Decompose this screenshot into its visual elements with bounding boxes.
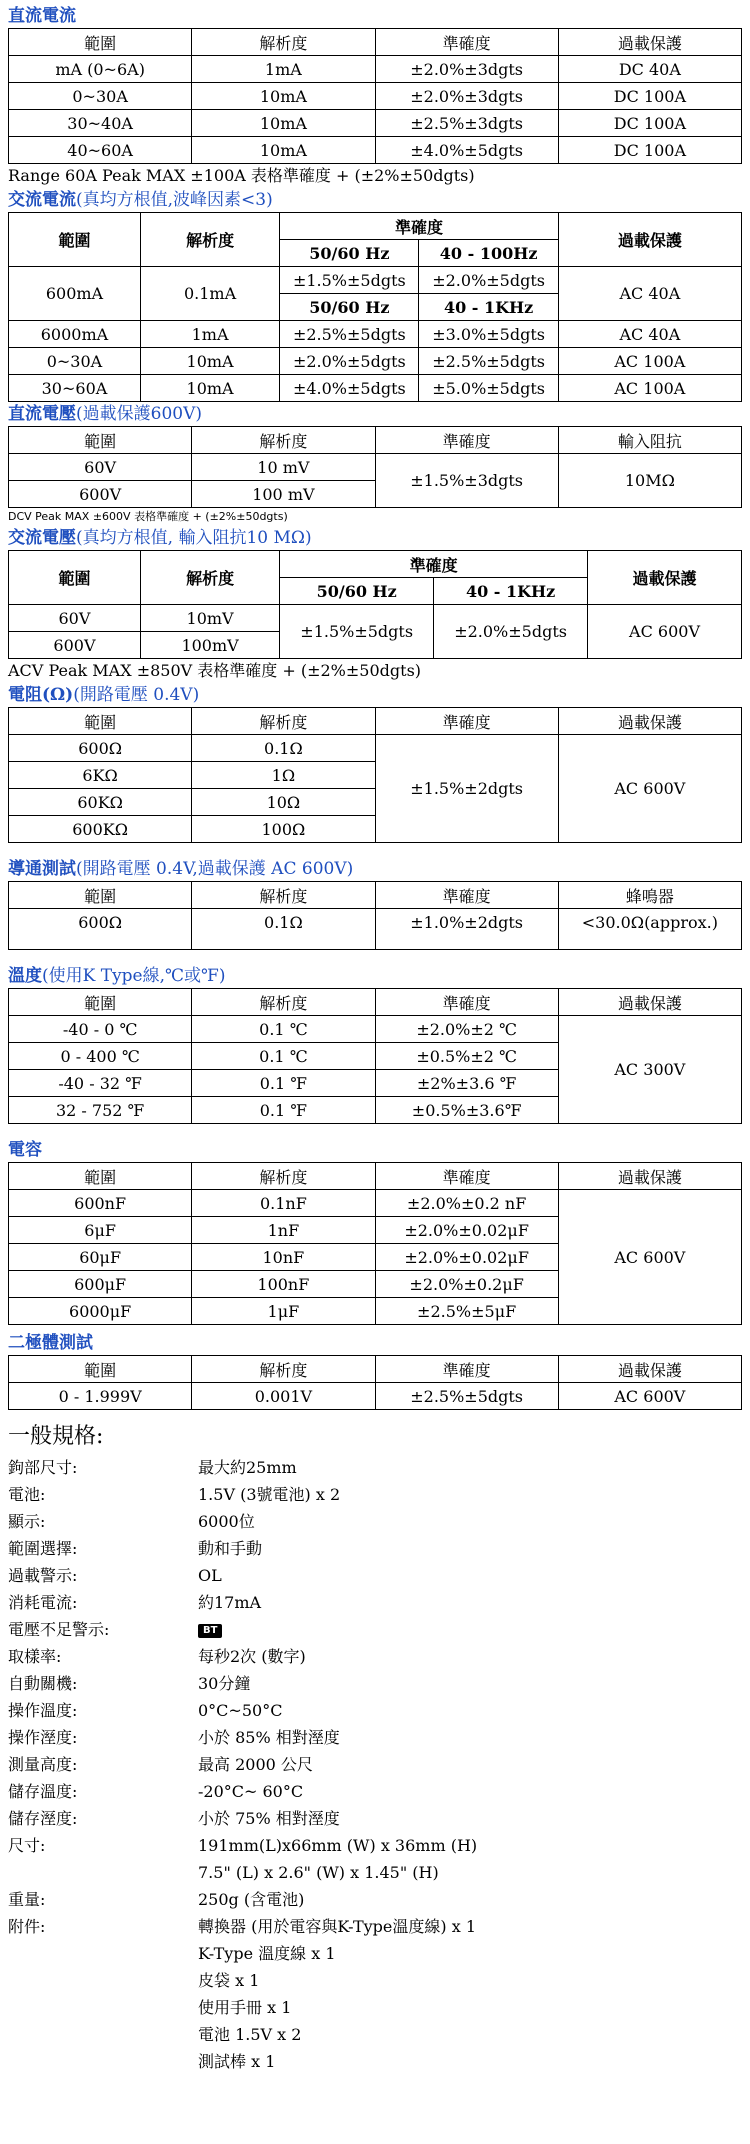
resistance-table [8,707,742,843]
spec-row [8,1913,742,1940]
cell: 0 - 1.999V [9,1383,192,1410]
header-protection: 過載保護 [558,1163,741,1190]
table-header-row [9,882,742,909]
spec-value: 最高 2000 公尺 [198,1755,313,1774]
spec-row [8,1535,742,1562]
spec-label [8,1940,198,1967]
header-range: 範圍 [9,1356,192,1383]
spec-label [8,1967,198,1994]
spec-row [8,1778,742,1805]
spec-value: 皮袋 x 1 [198,1971,260,1990]
cell: ±2.0%±0.02μF [375,1244,558,1271]
header-resolution: 解析度 [192,882,375,909]
spec-label: 取樣率: [8,1647,62,1666]
spec-row [8,1643,742,1670]
cell: 10mA [192,83,375,110]
cell: DC 100A [558,137,741,164]
spec-value: 1.5V (3號電池) x 2 [198,1485,341,1504]
cell: ±2.0%±5dgts [280,348,419,375]
header-resolution: 解析度 [140,213,279,267]
header-range: 範圍 [9,989,192,1016]
cell: ±1.5%±2dgts [375,735,558,843]
cell: 100 mV [192,481,375,508]
spec-value: 0°C~50°C [198,1701,283,1720]
capacitance-title: 電容 [8,1140,42,1160]
cell: ±1.5%±5dgts [280,267,419,294]
spec-value: OL [198,1566,222,1585]
cell: 100nF [192,1271,375,1298]
spec-value: -20°C~ 60°C [198,1782,304,1801]
cell: 100mV [140,632,279,659]
cell: ±0.5%±3.6℉ [375,1097,558,1124]
spec-row [8,1562,742,1589]
header-impedance: 輸入阻抗 [558,427,741,454]
cell: AC 600V [558,1190,741,1325]
cell: 60KΩ [9,789,192,816]
cell: 10mA [140,348,279,375]
cell: AC 300V [558,1016,741,1124]
cell: AC 600V [558,735,741,843]
spec-row [8,1994,742,2021]
spec-label: 操作溼度: [8,1728,78,1747]
table-row [9,1383,742,1410]
cell: 1mA [140,321,279,348]
spec-label: 重量: [8,1890,46,1909]
table-row [9,137,742,164]
cell: 10nF [192,1244,375,1271]
spec-row [8,1805,742,1832]
spec-label [8,2021,198,2048]
cell: 30~60A [9,375,141,402]
spec-row [8,1940,742,1967]
spec-label: 電池: [8,1485,46,1504]
header-resolution: 解析度 [192,708,375,735]
table-row [9,348,742,375]
cell: ±2.0%±5dgts [419,267,558,294]
spec-label: 測量高度: [8,1755,78,1774]
continuity-table [8,881,742,950]
cell: 10MΩ [558,454,741,508]
cell: AC 100A [558,348,741,375]
cell: <30.0Ω(approx.) [558,909,741,950]
header-accuracy: 準確度 [375,427,558,454]
cell: ±2.0%±0.02μF [375,1217,558,1244]
diode-title: 二極體測試 [8,1333,93,1353]
cell: ±4.0%±5dgts [375,137,558,164]
table-row [9,454,742,481]
cell: 0~30A [9,348,141,375]
table-header-row [9,427,742,454]
table-header-row [9,1163,742,1190]
header-accuracy: 準確度 [375,1163,558,1190]
spec-label: 消耗電流: [8,1593,78,1612]
cell: AC 600V [588,605,742,659]
temperature-table [8,988,742,1124]
freq-40-1k-header: 40 - 1KHz [419,294,558,321]
ac-current-table [8,212,742,402]
resistance-title: 電阻(Ω)(開路電壓 0.4V) [8,685,200,705]
cell: 60V [9,605,141,632]
header-range: 範圍 [9,213,141,267]
cell: AC 100A [558,375,741,402]
battery-low-indicator-icon: BT [198,1624,222,1638]
cell: ±2.5%±5dgts [375,1383,558,1410]
dc-current-note: Range 60A Peak MAX ±100A 表格準確度 + (±2%±50dgts) [8,166,475,185]
spec-value: K-Type 溫度線 x 1 [198,1944,336,1963]
header-range: 範圍 [9,1163,192,1190]
cell: 6μF [9,1217,192,1244]
spec-label: 範圍選擇: [8,1539,78,1558]
spec-value: 使用手冊 x 1 [198,1998,292,2017]
spec-value: 30分鐘 [198,1674,251,1693]
spec-row [8,1886,742,1913]
spec-row [8,1454,742,1481]
cell: ±2.0%±0.2 nF [375,1190,558,1217]
cell: 32 - 752 ℉ [9,1097,192,1124]
table-row [9,110,742,137]
header-range: 範圍 [9,882,192,909]
spec-row [8,1670,742,1697]
cell: ±2.5%±5dgts [280,321,419,348]
cell: 1μF [192,1298,375,1325]
cell: 1Ω [192,762,375,789]
spec-label [8,1859,198,1886]
dc-voltage-table [8,426,742,508]
spec-row [8,1832,742,1859]
ac-current-title: 交流電流(真均方根值,波峰因素<3) [8,190,273,210]
cell: ±5.0%±5dgts [419,375,558,402]
cell: ±2.0%±2 ℃ [375,1016,558,1043]
table-row [9,909,742,950]
cell: ±2.5%±5μF [375,1298,558,1325]
cell: 0.1 ℉ [192,1097,375,1124]
spec-value: 小於 75% 相對溼度 [198,1809,340,1828]
spec-row [8,1697,742,1724]
cell: AC 40A [558,267,741,321]
cell: 600V [9,632,141,659]
freq-50-60-header: 50/60 Hz [280,240,419,267]
spec-label: 操作溫度: [8,1701,78,1720]
spec-value: 測試棒 x 1 [198,2052,276,2071]
cell: 10mA [192,110,375,137]
header-resolution: 解析度 [192,989,375,1016]
cell: 0.1 ℉ [192,1070,375,1097]
table-row [9,375,742,402]
diode-table [8,1355,742,1410]
cell: ±2.0%±5dgts [434,605,588,659]
spec-row [8,1508,742,1535]
spec-value: 7.5" (L) x 2.6" (W) x 1.45" (H) [198,1863,439,1882]
cell: 1nF [192,1217,375,1244]
spec-label: 自動關機: [8,1674,78,1693]
spec-label: 過載警示: [8,1566,78,1585]
spec-row [8,1481,742,1508]
spec-row [8,1967,742,1994]
header-protection: 過載保護 [558,1356,741,1383]
spec-value: 最大約25mm [198,1458,297,1477]
temperature-title: 溫度(使用K Type線,℃或℉) [8,966,226,986]
cell: 600μF [9,1271,192,1298]
header-resolution: 解析度 [192,29,375,56]
cell: 1mA [192,56,375,83]
header-protection: 過載保護 [588,551,742,605]
general-specs-title: 一般規格: [8,1424,104,1449]
cell: 0.1 ℃ [192,1043,375,1070]
cell: 0.1nF [192,1190,375,1217]
spec-label: 顯示: [8,1512,46,1531]
spec-value: 約17mA [198,1593,262,1612]
spec-label [8,2048,198,2075]
cell: 600Ω [9,909,192,950]
cell: ±0.5%±2 ℃ [375,1043,558,1070]
ac-voltage-note: ACV Peak MAX ±850V 表格準確度 + (±2%±50dgts) [8,661,422,680]
cell: 0.1Ω [192,735,375,762]
cell: 600mA [9,267,141,321]
header-accuracy: 準確度 [280,213,559,240]
header-protection: 過載保護 [558,989,741,1016]
table-row [9,735,742,762]
header-range: 範圍 [9,427,192,454]
header-range: 範圍 [9,708,192,735]
spec-row [8,1751,742,1778]
header-accuracy: 準確度 [375,1356,558,1383]
header-accuracy: 準確度 [375,29,558,56]
continuity-title: 導通測試(開路電壓 0.4V,過載保護 AC 600V) [8,859,354,879]
spec-value: 小於 85% 相對溼度 [198,1728,340,1747]
table-row [9,605,742,632]
cell: AC 600V [558,1383,741,1410]
freq-50-60-header: 50/60 Hz [280,294,419,321]
dc-current-table [8,28,742,164]
freq-40-100-header: 40 - 100Hz [419,240,558,267]
capacitance-table [8,1162,742,1325]
header-buzzer: 蜂鳴器 [558,882,741,909]
cell: ±1.5%±5dgts [280,605,434,659]
cell: 0.1mA [140,267,279,321]
cell: ±2.0%±3dgts [375,56,558,83]
cell: 6KΩ [9,762,192,789]
spec-label: 儲存溫度: [8,1782,78,1801]
spec-label: 儲存溼度: [8,1809,78,1828]
cell: 0.1 ℃ [192,1016,375,1043]
table-row [9,1016,742,1043]
table-header-row [9,29,742,56]
cell: ±4.0%±5dgts [280,375,419,402]
spec-value: 每秒2次 (數字) [198,1647,306,1666]
header-resolution: 解析度 [140,551,279,605]
cell: ±2.5%±5dgts [419,348,558,375]
dc-voltage-title: 直流電壓(過載保護600V) [8,404,202,424]
freq-50-60-header: 50/60 Hz [280,578,434,605]
dc-voltage-note: DCV Peak MAX ±600V 表格準確度 + (±2%±50dgts) [8,510,288,523]
table-header-row [9,1356,742,1383]
cell: -40 - 0 ℃ [9,1016,192,1043]
cell: 600nF [9,1190,192,1217]
cell: mA (0~6A) [9,56,192,83]
header-accuracy: 準確度 [375,708,558,735]
spec-label: 電壓不足警示: [8,1620,110,1639]
table-row [9,1190,742,1217]
table-header-row [9,213,742,240]
cell: 60V [9,454,192,481]
cell: 100Ω [192,816,375,843]
spec-value: 轉換器 (用於電容與K-Type溫度線) x 1 [198,1917,476,1936]
cell: ±2%±3.6 ℉ [375,1070,558,1097]
table-row [9,56,742,83]
cell: ±2.0%±0.2μF [375,1271,558,1298]
spec-row [8,1616,742,1643]
spec-label: 鉤部尺寸: [8,1458,78,1477]
header-resolution: 解析度 [192,427,375,454]
table-row [9,83,742,110]
cell: DC 100A [558,83,741,110]
cell: 10mA [140,375,279,402]
spec-label: 尺寸: [8,1836,46,1855]
cell: 600KΩ [9,816,192,843]
cell: 10mV [140,605,279,632]
header-protection: 過載保護 [558,213,741,267]
cell: 0.1Ω [192,909,375,950]
header-protection: 過載保護 [558,708,741,735]
table-row [9,321,742,348]
header-protection: 過載保護 [558,29,741,56]
ac-voltage-table [8,550,742,659]
spec-value: 6000位 [198,1512,255,1531]
cell: 600Ω [9,735,192,762]
cell: ±1.5%±3dgts [375,454,558,508]
spec-label: 附件: [8,1917,46,1936]
header-resolution: 解析度 [192,1356,375,1383]
cell: -40 - 32 ℉ [9,1070,192,1097]
header-range: 範圍 [9,551,141,605]
spec-value: 191mm(L)x66mm (W) x 36mm (H) [198,1836,478,1855]
spec-row [8,2048,742,2075]
cell: DC 100A [558,110,741,137]
header-accuracy: 準確度 [375,882,558,909]
cell: 10Ω [192,789,375,816]
cell: ±1.0%±2dgts [375,909,558,950]
cell: 10 mV [192,454,375,481]
freq-40-1k-header: 40 - 1KHz [434,578,588,605]
cell: ±2.5%±3dgts [375,110,558,137]
spec-label [8,1994,198,2021]
ac-voltage-title: 交流電壓(真均方根值, 輸入阻抗10 MΩ) [8,528,312,548]
spec-row [8,1589,742,1616]
cell: ±3.0%±5dgts [419,321,558,348]
table-row [9,267,742,294]
spec-value: 250g (含電池) [198,1890,305,1909]
spec-value: 電池 1.5V x 2 [198,2025,302,2044]
cell: AC 40A [558,321,741,348]
cell: 60μF [9,1244,192,1271]
cell: 10mA [192,137,375,164]
cell: 6000μF [9,1298,192,1325]
header-range: 範圍 [9,29,192,56]
cell: 0 - 400 ℃ [9,1043,192,1070]
dc-current-title: 直流電流 [8,6,76,26]
spec-row [8,1724,742,1751]
cell: 30~40A [9,110,192,137]
cell: DC 40A [558,56,741,83]
spec-row [8,1859,742,1886]
header-accuracy: 準確度 [375,989,558,1016]
spec-row [8,2021,742,2048]
cell: 600V [9,481,192,508]
spec-value: 動和手動 [198,1539,263,1558]
header-accuracy: 準確度 [280,551,588,578]
table-header-row [9,708,742,735]
general-specs-list [8,1454,742,2075]
header-resolution: 解析度 [192,1163,375,1190]
cell: 0~30A [9,83,192,110]
cell: 40~60A [9,137,192,164]
cell: ±2.0%±3dgts [375,83,558,110]
cell: 0.001V [192,1383,375,1410]
table-header-row [9,989,742,1016]
table-header-row [9,551,742,578]
cell: 6000mA [9,321,141,348]
